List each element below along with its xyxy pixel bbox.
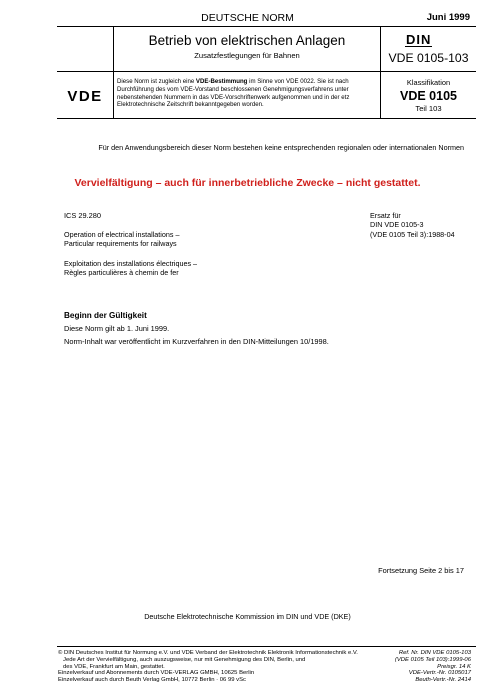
document-title: Betrieb von elektrischen Anlagen <box>148 33 346 48</box>
reference-block <box>361 650 471 684</box>
vde-logo: VDE <box>67 88 103 105</box>
validity-publication-note: Norm-Inhalt war veröffentlicht im Kurzverfahren in den DIN-Mitteilungen 10/1998. <box>64 337 329 346</box>
vde-notice <box>117 78 379 109</box>
reference-line: Beuth-Vertr.-Nr. 2414 <box>415 677 471 684</box>
reference-line: (VDE 0105 Teil 103):1999-06 <box>394 656 471 663</box>
replacement-info <box>370 211 455 239</box>
din-logo: DIN <box>406 32 432 47</box>
frame-middle-line <box>57 71 476 72</box>
english-title-line: Operation of electrical installations – <box>64 230 180 239</box>
french-title-line: Exploitation des installations électriques – <box>64 259 198 268</box>
classification-number: VDE 0105 <box>400 89 457 103</box>
din-standard-number: VDE 0105-103 <box>388 51 469 65</box>
copyright-block <box>58 650 358 684</box>
copyright-line: Jede Art der Vervielfältigung, auch auszugsweise, nur mit Genehmigung des DIN, Berlin, und <box>63 656 306 663</box>
reference-line: VDE-Vertr.-Nr. 0105017 <box>408 670 471 677</box>
copyright-line: Einzelverkauf und Abonnements durch VDE-VERLAG GMBH, 10625 Berlin <box>58 670 255 677</box>
french-title-line: Règles particulières à chemin de fer <box>64 268 179 277</box>
validity-date: Diese Norm gilt ab 1. Juni 1999. <box>64 324 170 333</box>
ics-code: ICS 29.280 <box>64 211 101 220</box>
frame-top-line <box>57 26 476 27</box>
replacement-line: Ersatz für <box>370 211 401 220</box>
publication-date: Juni 1999 <box>426 12 470 23</box>
document-type-label: DEUTSCHE NORM <box>201 12 294 24</box>
continuation-note: Fortsetzung Seite 2 bis 17 <box>378 566 464 575</box>
reference-line: Ref. Nr. DIN VDE 0105-103 <box>398 650 471 656</box>
french-title <box>64 259 197 277</box>
notice-text-post: im Sinne von VDE 0022. Sie ist nach Durchführung des vom VDE-Vorstand beschlossenen Genehmigungsverfahrens unter nebenstehenden Nummern in das VDE-Vorschriftenwerk aufgenommen und in der etz Elektrotechnische Zeitschrift bekanntgegeben worden. <box>117 78 350 109</box>
classification-label: Klassifikation <box>406 78 451 87</box>
notice-text-pre: Diese Norm ist zugleich eine <box>117 78 196 85</box>
document-subtitle: Zusatzfestlegungen für Bahnen <box>194 51 300 60</box>
copyright-line: des VDE, Frankfurt am Main, gestattet. <box>63 663 165 670</box>
reference-line: Preisgr. 14 K <box>437 663 471 670</box>
copy-warning: Vervielfältigung – auch für innerbetriebliche Zwecke – nicht gestattet. <box>74 177 421 189</box>
part-number: Teil 103 <box>415 104 442 113</box>
frame-bottom-line <box>57 118 476 119</box>
copyright-line: Einzelverkauf auch durch Beuth Verlag GmbH, 10772 Berlin · 06 99 vSc <box>58 677 246 684</box>
english-title <box>64 230 179 248</box>
commission-name: Deutsche Elektrotechnische Kommission im DIN und VDE (DKE) <box>144 612 351 621</box>
copyright-line: © DIN Deutsches Institut für Normung e.V. und VDE Verband der Elektrotechnik Elektronik Informationstechnik e.V. <box>58 650 358 656</box>
english-title-line: Particular requirements for railways <box>64 239 177 248</box>
replacement-line: (VDE 0105 Teil 3):1988-04 <box>370 229 455 239</box>
replacement-line: DIN VDE 0105-3 <box>370 220 424 230</box>
validity-heading: Beginn der Gültigkeit <box>64 311 147 320</box>
notice-text-bold: VDE-Bestimmung <box>195 78 248 85</box>
footer-separator <box>57 646 476 647</box>
scope-statement: Für den Anwendungsbereich dieser Norm bestehen keine entsprechenden regionalen oder internationalen Normen <box>98 143 464 152</box>
